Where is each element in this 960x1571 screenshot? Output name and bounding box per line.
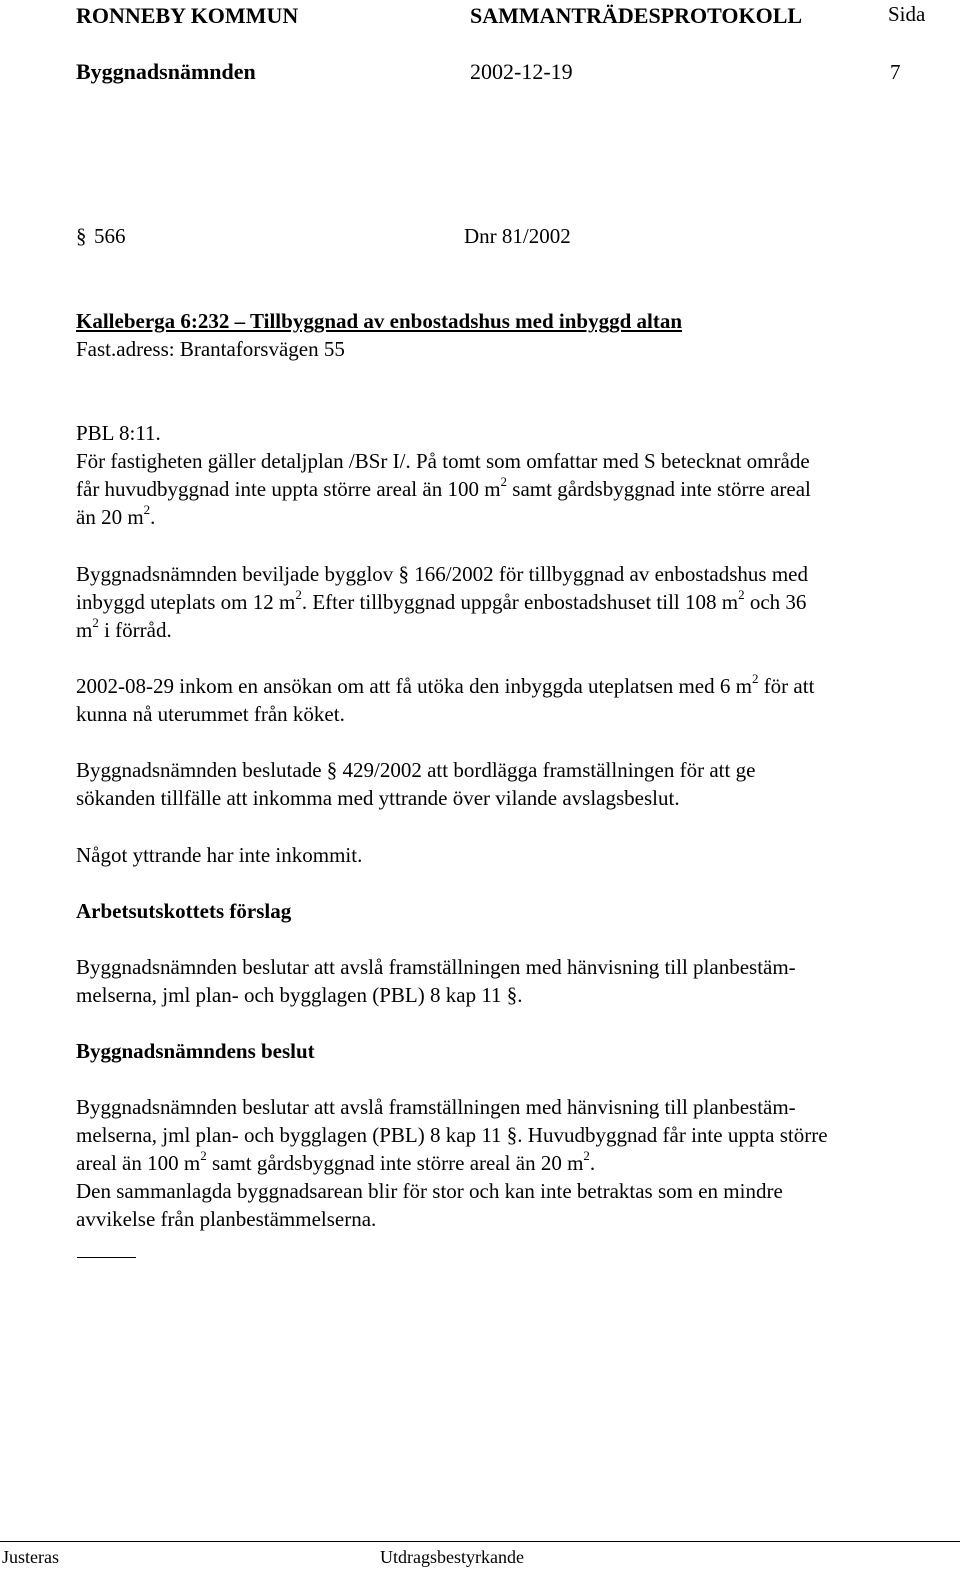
- tabling-paragraph: [76, 756, 956, 812]
- text-span: areal än 100 m: [76, 1151, 201, 1175]
- superscript: 2: [143, 502, 151, 517]
- end-rule: [77, 1257, 136, 1258]
- superscript: 2: [200, 1148, 207, 1163]
- board-name: Byggnadsnämnden: [76, 59, 256, 84]
- text-span: inbyggd uteplats om 12 m: [76, 590, 296, 614]
- no-response-paragraph: [76, 841, 956, 869]
- paragraph-line: Byggnadsnämnden beslutar att avslå framställningen med hänvisning till planbestäm-: [76, 955, 796, 979]
- footer-justeras: Justeras: [2, 1547, 59, 1567]
- case-dnr: Dnr 81/2002: [464, 224, 571, 248]
- section-heading: Arbetsutskottets förslag: [76, 899, 292, 923]
- paragraph-line: [76, 503, 956, 531]
- page-label: Sida: [888, 2, 926, 26]
- case-title-block: [76, 307, 956, 363]
- section-number-value: 566: [94, 224, 126, 248]
- page-number: 7: [890, 60, 901, 84]
- text-span: .: [589, 1151, 596, 1175]
- text-span: 2002-08-29 inkom en ansökan om att få utöka den inbyggda uteplatsen med 6 m: [76, 674, 752, 698]
- text-span: samt gårdsbyggnad inte större areal än 20 m: [206, 1151, 584, 1175]
- paragraph-line: Byggnadsnämnden beviljade bygglov § 166/2002 för tillbyggnad av enbostadshus med: [76, 562, 808, 586]
- superscript: 2: [583, 1148, 590, 1163]
- case-title: Kalleberga 6:232 – Tillbyggnad av enbostadshus med inbyggd altan: [76, 309, 683, 333]
- paragraph-line: [76, 1149, 956, 1177]
- paragraph-line: kunna nå uterummet från köket.: [76, 702, 345, 726]
- proposal-paragraph: [76, 953, 956, 1009]
- text-span: än 20 m: [76, 505, 144, 529]
- permit-paragraph: [76, 560, 956, 644]
- paragraph-line: melserna, jml plan- och bygglagen (PBL) 8 kap 11 §.: [76, 983, 523, 1007]
- org-name: RONNEBY KOMMUN: [76, 3, 299, 28]
- superscript: 2: [295, 587, 302, 602]
- paragraph-line: sökanden tillfälle att inkomma med yttrande över vilande avslagsbeslut.: [76, 786, 680, 810]
- section-symbol: §: [76, 224, 87, 248]
- decision-paragraph: [76, 1093, 956, 1233]
- document-type: SAMMANTRÄDESPROTOKOLL: [470, 3, 803, 28]
- text-span: samt gårdsbyggnad inte större areal: [507, 477, 811, 501]
- paragraph-line: Byggnadsnämnden beslutade § 429/2002 att bordlägga framställningen för att ge: [76, 758, 756, 782]
- pbl-reference: PBL 8:11.: [76, 421, 161, 445]
- property-address: Fast.adress: Brantaforsvägen 55: [76, 337, 345, 361]
- background-block: [76, 419, 956, 531]
- text-span: i förråd.: [98, 618, 172, 642]
- superscript: 2: [738, 587, 745, 602]
- paragraph-line: Något yttrande har inte inkommit.: [76, 843, 363, 867]
- footer-utdragsbestyrkande: Utdragsbestyrkande: [380, 1547, 524, 1567]
- paragraph-line: [76, 475, 956, 503]
- text-span: .: [150, 505, 156, 529]
- paragraph-line: Den sammanlagda byggnadsarean blir för stor och kan inte betraktas som en mindre: [76, 1179, 783, 1203]
- superscript: 2: [92, 615, 99, 630]
- paragraph-line: [76, 672, 956, 700]
- paragraph-line: avvikelse från planbestämmelserna.: [76, 1207, 377, 1231]
- paragraph-line: [76, 616, 956, 644]
- text-span: m: [76, 618, 93, 642]
- text-span: för att: [758, 674, 815, 698]
- paragraph-line: melserna, jml plan- och bygglagen (PBL) 8 kap 11 §. Huvudbyggnad får inte uppta större: [76, 1123, 828, 1147]
- footer-divider: [0, 1541, 960, 1542]
- paragraph-line: För fastigheten gäller detaljplan /BSr I/. På tomt som omfattar med S betecknat område: [76, 449, 810, 473]
- section-number: [76, 222, 126, 250]
- section-heading: Byggnadsnämndens beslut: [76, 1039, 315, 1063]
- text-span: får huvudbyggnad inte uppta större areal än 100 m: [76, 477, 501, 501]
- text-span: . Efter tillbyggnad uppgår enbostadshuset till 108 m: [301, 590, 739, 614]
- paragraph-line: [76, 588, 956, 616]
- meeting-date: 2002-12-19: [470, 59, 573, 84]
- application-paragraph: [76, 672, 956, 728]
- superscript: 2: [751, 671, 759, 686]
- text-span: och 36: [744, 590, 807, 614]
- superscript: 2: [500, 474, 508, 489]
- paragraph-line: Byggnadsnämnden beslutar att avslå framställningen med hänvisning till planbestäm-: [76, 1095, 796, 1119]
